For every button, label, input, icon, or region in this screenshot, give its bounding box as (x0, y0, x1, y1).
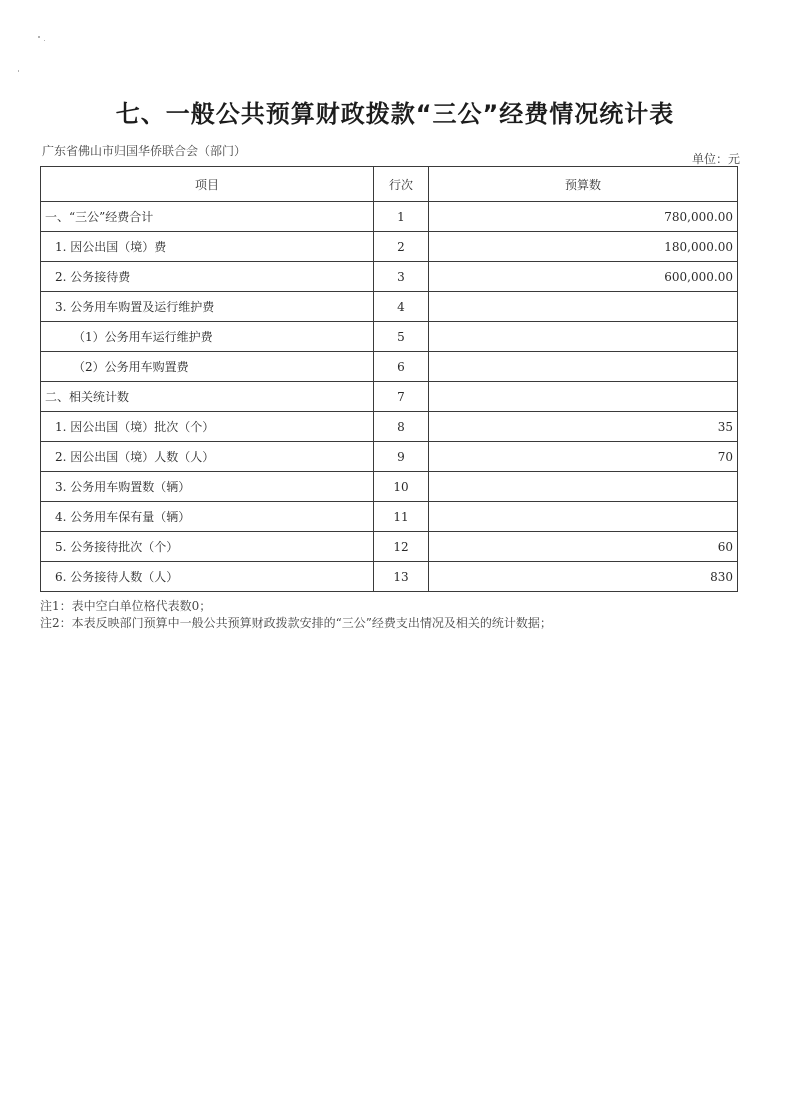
three-public-expenses-table (40, 166, 738, 592)
row-amount (429, 472, 738, 502)
row-item: 1. 因公出国（境）批次（个） (41, 412, 374, 442)
row-item: （1）公务用车运行维护费 (41, 322, 374, 352)
table-row (41, 292, 738, 322)
note-2: 注2：本表反映部门预算中一般公共预算财政拨款安排的“三公”经费支出情况及相关的统计数据； (40, 616, 552, 630)
row-amount: 70 (429, 442, 738, 472)
row-line: 12 (374, 532, 429, 562)
row-amount: 830 (429, 562, 738, 592)
table-row (41, 232, 738, 262)
row-amount: 60 (429, 532, 738, 562)
row-line: 10 (374, 472, 429, 502)
row-item: 3. 公务用车购置数（辆） (41, 472, 374, 502)
unit-label: 单位：元 (691, 152, 740, 166)
row-item: 2. 公务接待费 (41, 262, 374, 292)
table-row (41, 442, 738, 472)
row-line: 9 (374, 442, 429, 472)
row-amount (429, 502, 738, 532)
row-line: 13 (374, 562, 429, 592)
table-row (41, 412, 738, 442)
row-line: 3 (374, 262, 429, 292)
row-amount: 180,000.00 (429, 232, 738, 262)
note-1: 注1：表中空白单位格代表数0； (40, 599, 212, 613)
table-header-row (41, 167, 738, 202)
table-row (41, 382, 738, 412)
row-item: 6. 公务接待人数（人） (41, 562, 374, 592)
table-row (41, 322, 738, 352)
row-item: 4. 公务用车保有量（辆） (41, 502, 374, 532)
row-item: 1. 因公出国（境）费 (41, 232, 374, 262)
table-notes (40, 598, 552, 632)
header-budget-amount: 预算数 (429, 167, 738, 202)
row-item: 3. 公务用车购置及运行维护费 (41, 292, 374, 322)
row-line: 1 (374, 202, 429, 232)
page-title: 七、一般公共预算财政拨款“三公”经费情况统计表 (115, 100, 675, 128)
row-amount: 35 (429, 412, 738, 442)
row-line: 2 (374, 232, 429, 262)
scan-speck (38, 36, 40, 38)
department-name: 广东省佛山市归国华侨联合会（部门） (42, 144, 247, 158)
row-line: 4 (374, 292, 429, 322)
row-item: （2）公务用车购置费 (41, 352, 374, 382)
scan-speck (44, 40, 45, 41)
header-item: 项目 (41, 167, 374, 202)
table-row (41, 352, 738, 382)
row-line: 5 (374, 322, 429, 352)
table-row (41, 502, 738, 532)
row-item: 二、相关统计数 (41, 382, 374, 412)
table-row (41, 262, 738, 292)
table-row (41, 472, 738, 502)
row-amount (429, 382, 738, 412)
row-item: 5. 公务接待批次（个） (41, 532, 374, 562)
table-row (41, 202, 738, 232)
row-line: 11 (374, 502, 429, 532)
row-item: 2. 因公出国（境）人数（人） (41, 442, 374, 472)
table-row (41, 532, 738, 562)
row-amount (429, 292, 738, 322)
row-line: 7 (374, 382, 429, 412)
scan-speck (18, 70, 19, 72)
row-line: 8 (374, 412, 429, 442)
row-amount: 780,000.00 (429, 202, 738, 232)
header-line-number: 行次 (374, 167, 429, 202)
row-line: 6 (374, 352, 429, 382)
table-row (41, 562, 738, 592)
row-amount (429, 352, 738, 382)
row-amount (429, 322, 738, 352)
row-item: 一、“三公”经费合计 (41, 202, 374, 232)
row-amount: 600,000.00 (429, 262, 738, 292)
